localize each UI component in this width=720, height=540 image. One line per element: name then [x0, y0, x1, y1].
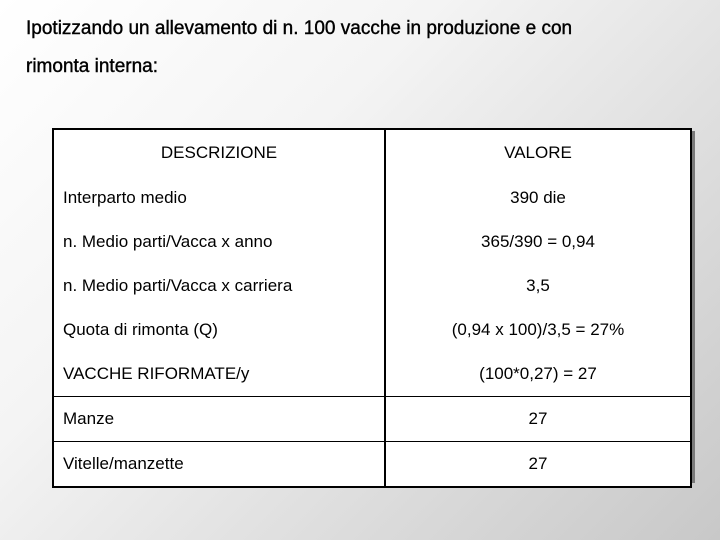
- cell-description: n. Medio parti/Vacca x carriera: [63, 276, 293, 295]
- cell-description: Manze: [53, 397, 385, 442]
- column-header-description: DESCRIZIONE: [160, 143, 278, 162]
- table-row: [53, 264, 691, 308]
- heading-line-1: Ipotizzando un allevamento di n. 100 vacche in produzione e con: [26, 18, 573, 39]
- cell-description: Interparto medio: [63, 188, 187, 207]
- data-table-container: [52, 128, 692, 480]
- cell-value: 27: [385, 442, 691, 488]
- data-table: [52, 128, 692, 488]
- cell-value: 365/390 = 0,94: [385, 220, 691, 264]
- table-header-row: [53, 129, 691, 176]
- table-row: [53, 176, 691, 220]
- table-row: [53, 220, 691, 264]
- cell-value: (100*0,27) = 27: [385, 352, 691, 397]
- table-row: [53, 308, 691, 352]
- cell-value: (0,94 x 100)/3,5 = 27%: [385, 308, 691, 352]
- cell-value: 3,5: [385, 264, 691, 308]
- column-header-value: VALORE: [385, 129, 691, 176]
- cell-description: Vitelle/manzette: [53, 442, 385, 488]
- cell-description: VACCHE RIFORMATE/y: [63, 364, 250, 383]
- cell-value: 27: [385, 397, 691, 442]
- heading-line-2: rimonta interna:: [26, 56, 159, 77]
- cell-value: 390 die: [385, 176, 691, 220]
- cell-description: n. Medio parti/Vacca x anno: [63, 232, 273, 251]
- page-heading: [26, 10, 696, 86]
- table-row: [53, 352, 691, 397]
- table-row: [53, 397, 691, 442]
- cell-description: Quota di rimonta (Q): [63, 320, 218, 339]
- table-row: [53, 442, 691, 488]
